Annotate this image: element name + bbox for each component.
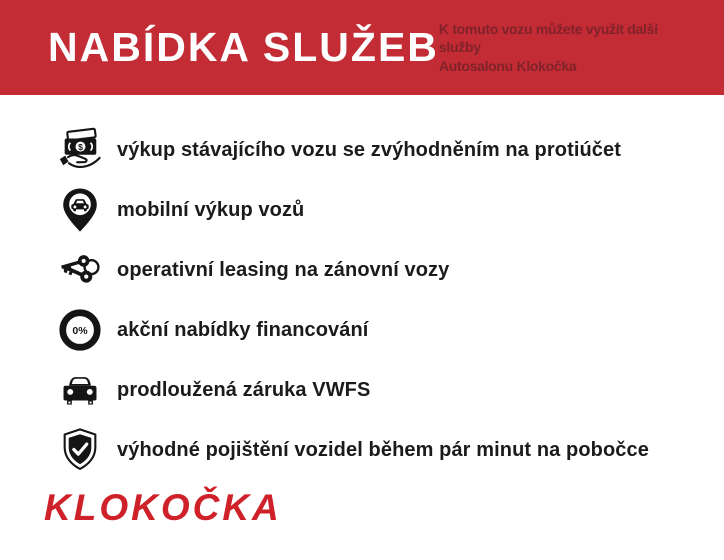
service-row-insurance — [0, 420, 724, 480]
service-label: prodloužená záruka VWFS — [117, 378, 371, 401]
car-front-icon — [56, 366, 104, 414]
service-label: výkup stávajícího vozu se zvýhodněním na protiúčet — [117, 138, 622, 161]
service-row-mobile-buyout — [0, 180, 724, 240]
service-label: výhodné pojištění vozidel během pár minut na pobočce — [117, 438, 649, 461]
shield-check-icon — [56, 426, 104, 474]
header-subtitle-line-2: Autosalonu Klokočka — [438, 57, 577, 74]
svg-text:$: $ — [78, 141, 83, 152]
service-row-trade-in — [0, 120, 724, 180]
car-keys-icon — [56, 246, 104, 294]
cash-in-hand-icon — [56, 126, 104, 174]
header-banner — [0, 0, 724, 95]
zero-percent-icon — [56, 306, 104, 354]
service-list — [0, 120, 724, 480]
service-label: mobilní výkup vozů — [117, 198, 305, 221]
service-label: akční nabídky financování — [117, 318, 369, 341]
service-row-warranty — [0, 360, 724, 420]
service-row-financing — [0, 300, 724, 360]
header-subtitle — [439, 20, 676, 75]
svg-text:0%: 0% — [72, 324, 88, 337]
service-row-leasing — [0, 240, 724, 300]
klokocka-logo: KLOKOČKA — [44, 487, 282, 528]
location-pin-car-icon — [56, 186, 104, 234]
header-subtitle-line-1: K tomuto vozu můžete využít další služby — [438, 20, 658, 56]
page-title: NABÍDKA SLUŽEB — [48, 24, 439, 70]
service-label: operativní leasing na zánovní vozy — [117, 258, 450, 281]
